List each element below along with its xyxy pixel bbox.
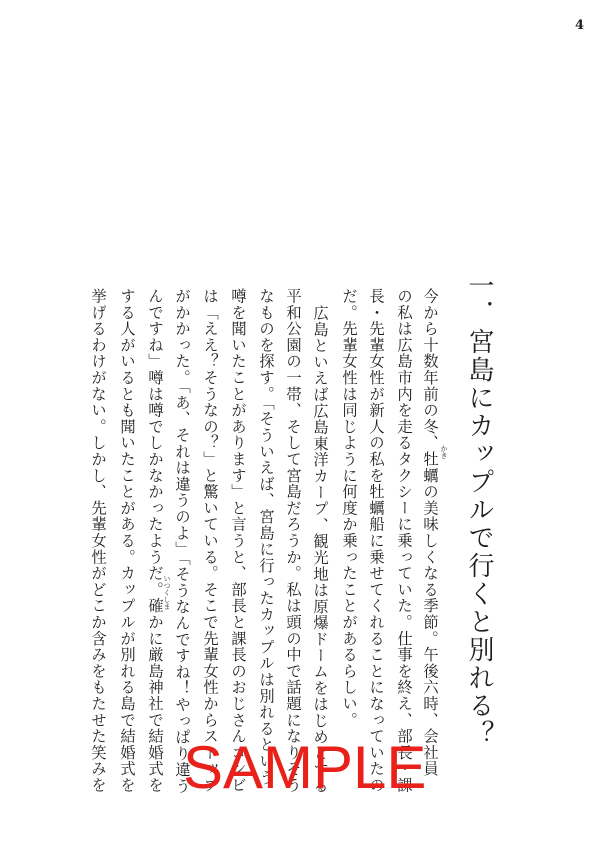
paragraph-line: 平和公園の一帯、そして宮島だろうか。私は頭の中で話題になりそう [284, 288, 302, 794]
paragraph-line: 挙げるわけがない。しかし、先輩女性がどこか含みをもたせた笑みを [89, 288, 107, 794]
sample-watermark: SAMPLE [183, 734, 427, 801]
paragraph-line: だ。先輩女性は同じように何度か乗ったことがあるらしい。 [340, 288, 358, 729]
paragraph-line: する人がいるとも聞いたことがある。カップルが別れる島で結婚式を [118, 288, 136, 794]
paragraph-line: んですね」噂は噂でしかなかったようだ。確かに厳島神社で結婚式を [146, 288, 164, 794]
ruby-annotation: いつくしま [163, 575, 171, 610]
paragraph-line: は「ええ？そうなの？」と驚いている。そこで先輩女性からストップ [201, 288, 219, 794]
ruby-annotation: かき [440, 445, 448, 459]
paragraph-line: 長・先輩女性が新人の私を牡蠣船に乗せてくれることになっていたの [367, 288, 385, 794]
paragraph-line: 噂を聞いたことがあります」と言うと、部長と課長のおじさんコンビ [229, 288, 247, 794]
page-number: 4 [575, 18, 585, 33]
paragraph-line: 今から十数年前の冬、牡蠣の美味しくなる季節。午後六時、会社員 [421, 288, 439, 777]
paragraph-line: の私は広島市内を走るタクシーに乗っていた。仕事を終え、部長・課 [395, 288, 413, 794]
paragraph-line: がかかった。「あ、それは違うのよ」「そうなんですね！やっぱり違う [173, 288, 191, 795]
paragraph-line: なものを探す。「そういえば、宮島に行ったカップルは別れるという [257, 288, 275, 786]
chapter-title: 一．宮島にカップルで行くと別れる？ [464, 272, 494, 748]
paragraph-line: 広島といえば広島東洋カープ、観光地は原爆ドームをはじめとする [311, 305, 329, 794]
